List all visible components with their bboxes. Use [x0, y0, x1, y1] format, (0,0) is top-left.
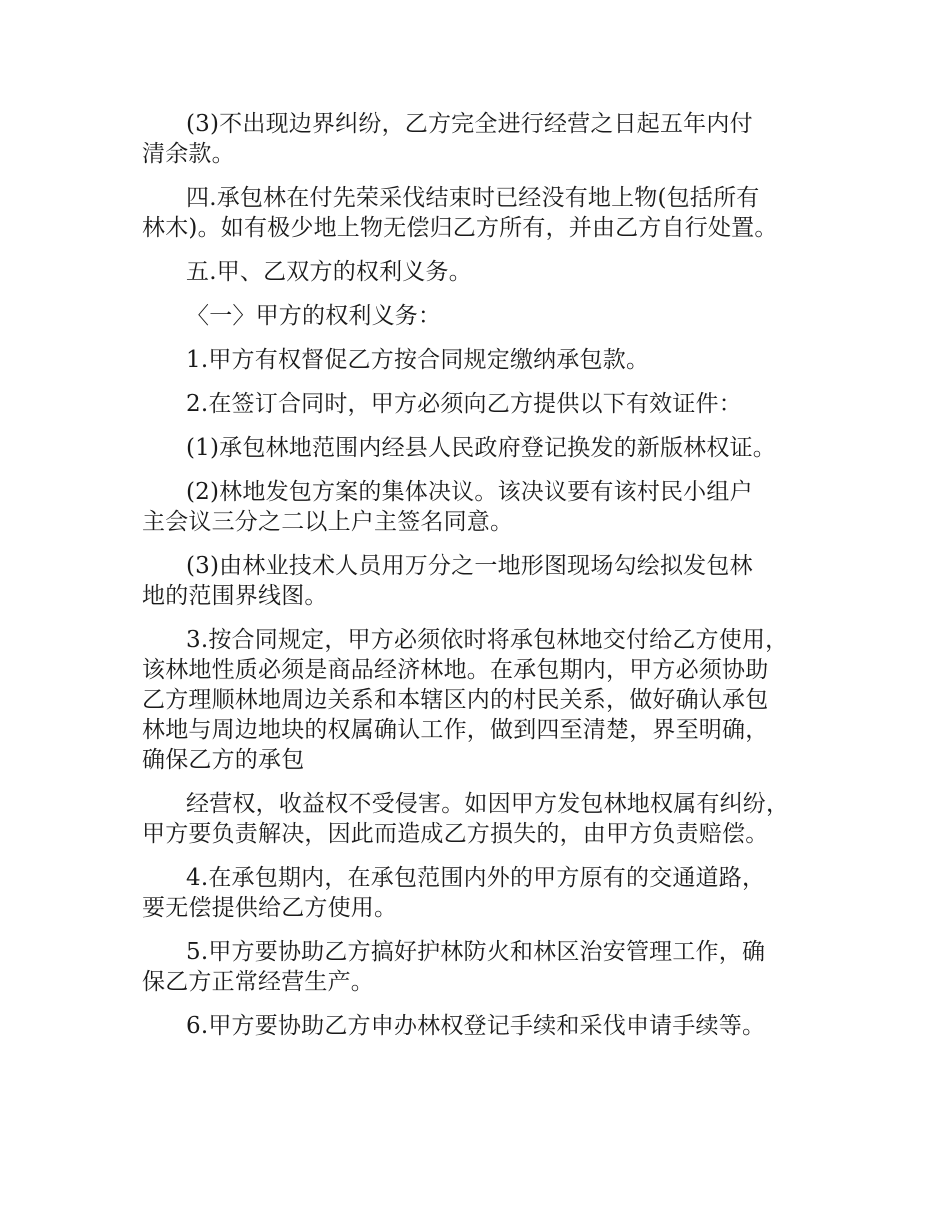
paragraph-item-6: 6.甲方要协助乙方申办林权登记手续和采伐申请手续等。	[186, 1013, 766, 1039]
paragraph-item-5: 5.甲方要协助乙方搞好护林防火和林区治安管理工作，确 保乙方正常经营生产。	[142, 939, 766, 995]
paragraph-clause-four: 四.承包林在付先荣采伐结束时已经没有地上物(包括所有 林木)。如有极少地上物无偿归乙方所有，并由乙方自行处置。	[142, 185, 778, 241]
paragraph-clause-five-heading: 五.甲、乙双方的权利义务。	[186, 259, 472, 285]
paragraph-item-2-sub-3: (3)由林业技术人员用万分之一地形图现场勾绘拟发包林 地的范围界线图。	[142, 553, 753, 609]
paragraph-party-a-heading: 〈一〉甲方的权利义务：	[186, 303, 442, 329]
paragraph-item-3-continued: 经营权，收益权不受侵害。如因甲方发包林地权属有纠纷， 甲方要负责解决，因此而造成乙方损失的，由甲方负责赔偿。	[142, 791, 790, 847]
paragraph-item-2-sub-1: (1)承包林地范围内经县人民政府登记换发的新版林权证。	[186, 435, 776, 461]
paragraph-item-4: 4.在承包期内，在承包范围内外的甲方原有的交通道路， 要无偿提供给乙方使用。	[142, 865, 766, 921]
paragraph-payment-term: (3)不出现边界纠纷，乙方完全进行经营之日起五年内付 清余款。	[142, 111, 753, 167]
paragraph-item-1: 1.甲方有权督促乙方按合同规定缴纳承包款。	[186, 347, 650, 373]
paragraph-item-3: 3.按合同规定，甲方必须依时将承包林地交付给乙方使用， 该林地性质必须是商品经济林地。在承包期内，甲方必须协助 乙方理顺林地周边关系和本辖区内的村民关系，做好确认承包 林地与周边地块的权属确认工作，做到四至清楚，界至明确， 确保乙方的承包	[142, 627, 789, 773]
paragraph-item-2-sub-2: (2)林地发包方案的集体决议。该决议要有该村民小组户 主会议三分之二以上户主签名同意。	[142, 479, 753, 535]
paragraph-item-2: 2.在签订合同时，甲方必须向乙方提供以下有效证件：	[186, 391, 742, 417]
document-body	[142, 109, 810, 1055]
